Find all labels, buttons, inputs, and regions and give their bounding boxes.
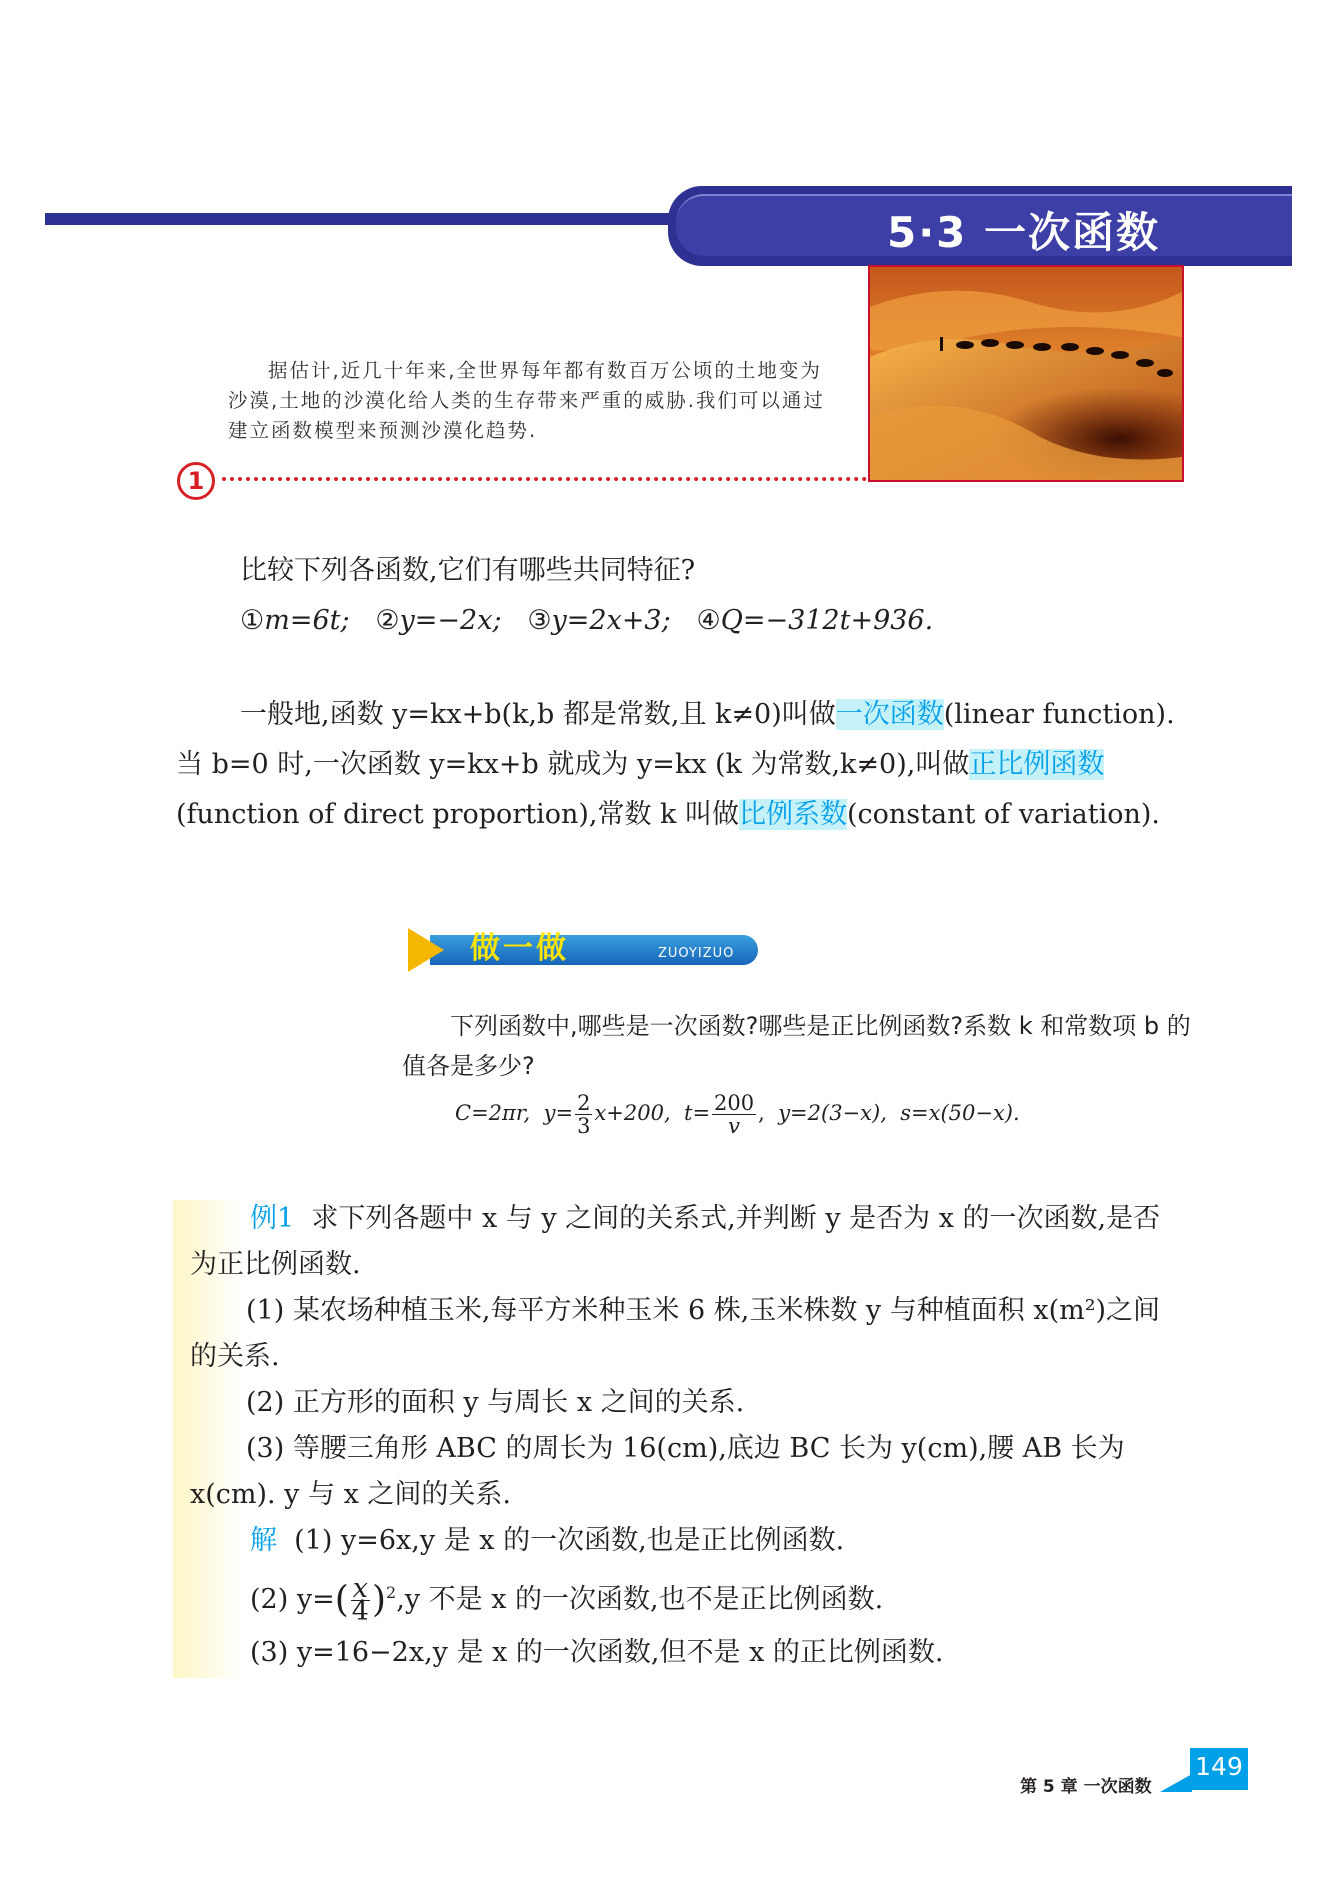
- doit-label: 做一做: [470, 931, 569, 966]
- play-arrow-icon: [408, 928, 444, 972]
- def-s4: (constant of variation).: [847, 799, 1160, 830]
- example-1: [190, 1196, 1185, 1676]
- term-direct-proportion: 正比例函数: [969, 749, 1105, 780]
- example-label: 例1: [250, 1203, 295, 1234]
- dotted-divider: [222, 477, 867, 481]
- doit-label-en: ZUOYIZUO: [658, 946, 735, 961]
- f2: y=−2x;: [399, 605, 502, 636]
- example-intro: 例1 求下列各题中 x 与 y 之间的关系式,并判断 y 是否为 x 的一次函数,是否为正比例函数.: [190, 1203, 1161, 1280]
- formula-s: s=x(50−x).: [900, 1101, 1020, 1125]
- doit-text: 下列函数中,哪些是一次函数?哪些是正比例函数?系数 k 和常数项 b 的值各是多少?: [402, 1012, 1191, 1080]
- example-q3: (3) 等腰三角形 ABC 的周长为 16(cm),底边 BC 长为 y(cm),腰 AB 长为 x(cm). y 与 x 之间的关系.: [190, 1433, 1125, 1510]
- header-rule: [45, 213, 685, 225]
- fraction-2-3: $\frac{2}{3}$: [577, 1091, 591, 1138]
- doit-formulas: C=2πr, y= $\frac{2}{3}$ x+200, t= $\frac{200}{v}$, y=2(3−x), s=x(50−x).: [455, 1091, 1020, 1138]
- f3: y=2x+3;: [551, 605, 671, 636]
- intro-paragraph: 据估计,近几十年来,全世界每年都有数百万公顷的土地变为沙漠,土地的沙漠化给人类的生存带来严重的威胁.我们可以通过建立函数模型来预测沙漠化趋势.: [228, 359, 825, 442]
- example-q1: (1) 某农场种植玉米,每平方米种玉米 6 株,玉米株数 y 与种植面积 x(m²)之间的关系.: [190, 1295, 1161, 1372]
- formula-y2: y=2(3−x),: [778, 1101, 887, 1125]
- term-constant-variation: 比例系数: [739, 799, 847, 830]
- footer-chapter: 第 5 章 一次函数: [1020, 1777, 1152, 1797]
- formula-c: C=2πr,: [455, 1101, 531, 1125]
- f4-mark: ④: [696, 605, 721, 636]
- f1-mark: ①: [240, 605, 265, 636]
- term-linear-function: 一次函数: [835, 699, 944, 730]
- question-prompt: 比较下列各函数,它们有哪些共同特征?: [240, 555, 696, 586]
- desert-caravan-image: [868, 265, 1184, 482]
- definition-paragraph: [176, 690, 1186, 840]
- solution-3: (3) y=16−2x,y 是 x 的一次函数,但不是 x 的正比例函数.: [250, 1636, 944, 1668]
- fraction-x-4: $\frac{x}{4}$: [351, 1573, 369, 1627]
- solution-1: 解 (1) y=6x,y 是 x 的一次函数,也是正比例函数.: [250, 1525, 845, 1556]
- solution-label: 解: [250, 1525, 277, 1556]
- function-list: [240, 596, 1140, 646]
- f4: Q=−312t+936.: [720, 605, 934, 636]
- fraction-200-v: $\frac{200}{v}$: [714, 1091, 755, 1138]
- def-s3: (function of direct proportion),常数 k 叫做: [176, 799, 739, 830]
- formula-t-pre: t=: [684, 1101, 711, 1125]
- formula-y-pre: y=: [543, 1101, 574, 1125]
- example-q2: (2) 正方形的面积 y 与周长 x 之间的关系.: [246, 1387, 745, 1418]
- f2-mark: ②: [375, 605, 400, 636]
- section-marker: 1: [177, 462, 215, 500]
- page-number: 149: [1195, 1752, 1243, 1781]
- def-s2: (linear function). 当 b=0 时,一次函数 y=kx+b 就成为 y=kx (k 为常数,k≠0),叫做: [176, 699, 1175, 780]
- f1: m=6t;: [264, 605, 350, 636]
- footer-corner: [1160, 1774, 1192, 1792]
- solution-2: (2) y=( $\frac{x}{4}$ )$^2$,y 不是 x 的一次函数,也不是正比例函数.: [250, 1573, 884, 1627]
- section-title: 5·3 一次函数: [886, 208, 1160, 257]
- def-s1: 一般地,函数 y=kx+b(k,b 都是常数,且 k≠0)叫做: [240, 699, 836, 730]
- f3-mark: ③: [527, 605, 552, 636]
- formula-y-post: x+200,: [594, 1101, 671, 1125]
